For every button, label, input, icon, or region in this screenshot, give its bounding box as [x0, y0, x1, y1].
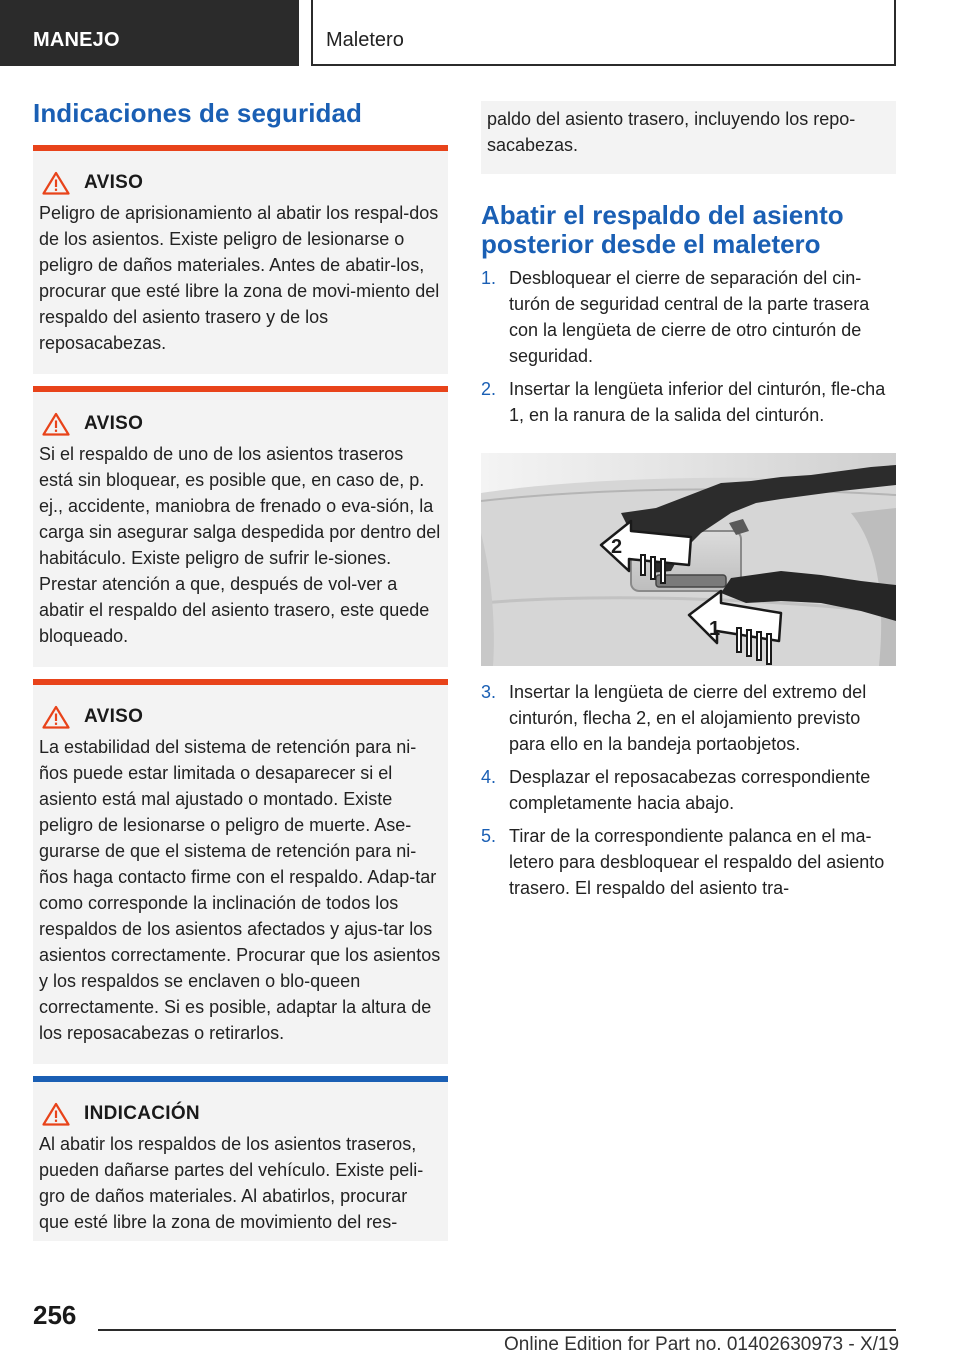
note-text: Al abatir los respaldos de los asientos traseros, pueden dañarse partes del vehículo. Existe peli‐gro de daños materiales. Al abatirlos, procurar que esté libre la zona de movimiento del res‐ — [39, 1134, 424, 1232]
warning-label: AVISO — [84, 172, 144, 193]
warning-box — [33, 145, 448, 374]
warning-text: La estabilidad del sistema de retención para ni‐ños puede estar limitada o desaparecer si el asiento está mal ajustado o montado. Existe peligro de lesionarse o peligro de muerte. Ase‐gurarse de que el sistema de retención para ni‐ños haga contacto firme con el respaldo. Adap‐tar como corresponde la inclinación de todos los respaldos de los asientos afectados y ajus‐tar los asientos correctamente. Procurar que los asientos y los respaldos se enclaven o blo‐queen correctamente. Si es posible, adaptar la altura de los reposacabezas o retirarlos. — [39, 737, 441, 1043]
edition-note: Online Edition for Part no. 01402630973 - X/19 — [504, 1334, 900, 1355]
left-column — [33, 98, 448, 1241]
step-text: Desplazar el reposacabezas correspondiente completamente hacia abajo. — [509, 767, 871, 813]
step-number: 1. — [481, 268, 497, 288]
steps-list — [481, 265, 896, 428]
note-continuation-text: paldo del asiento trasero, incluyendo los repo‐sacabezas. — [487, 109, 856, 155]
warning-triangle-icon — [42, 705, 70, 729]
step-text: Desbloquear el cierre de separación del cin‐turón de seguridad central de la parte trasera con la lengüeta de cierre de otro cinturón de seguridad. — [509, 268, 870, 366]
steps-list-continued — [481, 679, 896, 901]
section-title: MANEJO — [33, 29, 120, 51]
warning-triangle-icon — [42, 412, 70, 436]
chapter-title: Maletero — [326, 29, 404, 51]
arrow-2-label: 2 — [611, 536, 623, 558]
warning-triangle-icon — [42, 1102, 70, 1126]
section-heading: Indicaciones de seguridad — [33, 98, 363, 128]
warning-box — [33, 679, 448, 1064]
list-item — [481, 764, 896, 816]
list-item — [481, 679, 896, 757]
step-text: Tirar de la correspondiente palanca en el ma‐letero para desbloquear el respaldo del asiento trasero. El respaldo del asiento tra‐ — [509, 826, 885, 898]
note-box-continuation — [481, 101, 896, 174]
note-label: INDICACIÓN — [84, 1103, 200, 1124]
right-column — [481, 101, 896, 908]
list-item — [481, 376, 896, 428]
step-number: 2. — [481, 379, 497, 399]
warning-box — [33, 386, 448, 667]
warning-triangle-icon — [42, 171, 70, 195]
subsection-heading: Abatir el respaldo del asiento posterior desde el maletero — [481, 200, 844, 259]
step-text: Insertar la lengüeta inferior del cinturón, fle‐cha 1, en la ranura de la salida del cinturón. — [509, 379, 886, 425]
note-box — [33, 1076, 448, 1241]
page-number: 256 — [33, 1300, 77, 1330]
arrow-1-label: 1 — [709, 618, 721, 640]
step-text: Insertar la lengüeta de cierre del extremo del cinturón, flecha 2, en el alojamiento previsto para ello en la bandeja portaobjetos. — [509, 682, 867, 754]
warning-text: Peligro de aprisionamiento al abatir los respal‐dos de los asientos. Existe peligro de lesionarse o peligro de daños materiales. Antes de abatir‐los, procurar que esté libre la zona de movi‐miento del respaldo del asiento trasero y de los reposacabezas. — [39, 203, 440, 353]
footer-divider — [98, 1329, 896, 1331]
seatbelt-illustration — [481, 453, 896, 666]
step-number: 3. — [481, 682, 497, 702]
list-item — [481, 265, 896, 369]
warning-label: AVISO — [84, 413, 144, 434]
section-tab — [0, 0, 299, 66]
step-number: 5. — [481, 826, 497, 846]
warning-text: Si el respaldo de uno de los asientos traseros está sin bloquear, es posible que, en caso de, p. ej., accidente, maniobra de frenado o eva‐sión, la carga sin asegurar salga despedida por dentro del habitáculo. Existe peligro de sufrir le‐siones. Prestar atención a que, después de vol‐ver a abatir el respaldo del asiento trasero, este quede bloqueado. — [39, 444, 441, 646]
step-number: 4. — [481, 767, 497, 787]
warning-label: AVISO — [84, 706, 144, 727]
list-item — [481, 823, 896, 901]
chapter-tab — [311, 0, 896, 66]
